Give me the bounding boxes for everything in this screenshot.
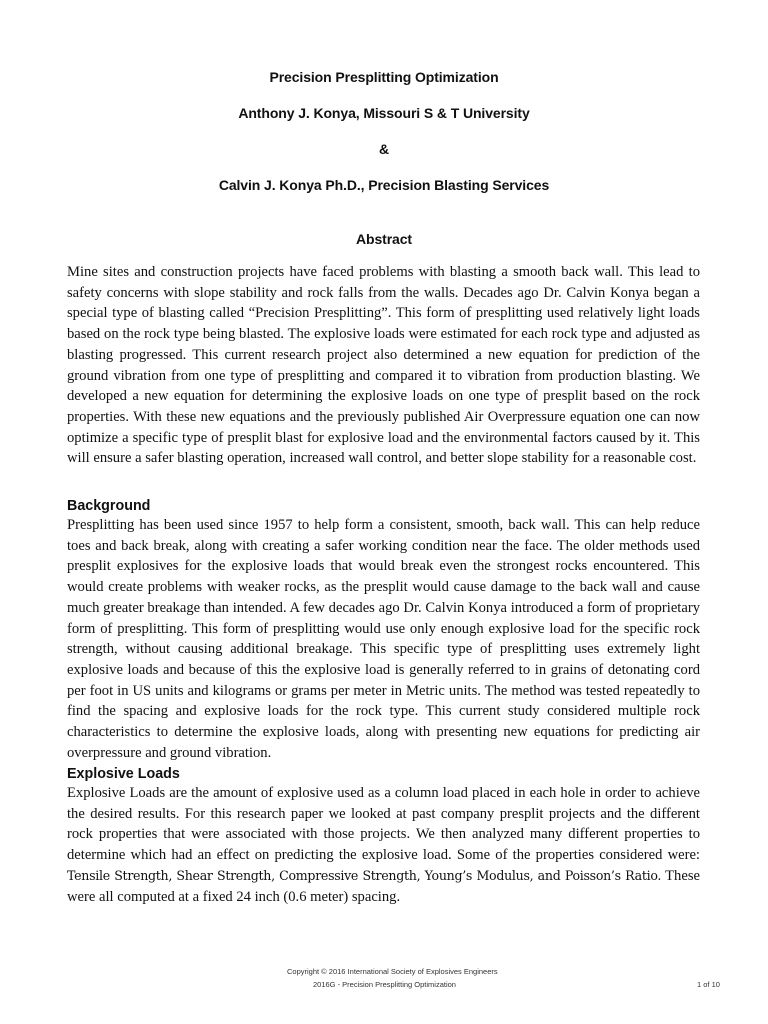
section-heading-explosive-loads: Explosive Loads	[67, 766, 180, 782]
footer-document-reference: 2016G - Precision Presplitting Optimization	[313, 980, 456, 989]
rock-properties-list: Tensile Strength, Shear Strength, Compressive Strength, Young’s Modulus, and Poisson’s Ratio.	[67, 867, 662, 883]
background-paragraph: Presplitting has been used since 1957 to help form a consistent, smooth, back wall. This can help reduce toes and back break, along with creating a safer working condition near the face. The older methods used presplit explosives for the explosive loads that would break even the strongest rocks encountered. This would create problems with weaker rocks, as the presplit would cause damage to the back wall and cause much greater breakage than intended. A few decades ago Dr. Calvin Konya introduced a form of proprietary form of presplitting. This form of presplitting would use only enough explosive load for the specific rock strength, without causing additional breakage. This specific type of presplitting uses extremely light explosive loads and because of this the explosive load is generally referred to in grains of detonating cord per foot in US units and kilograms or grams per meter in Metric units. The method was tested repeatedly to find the spacing and explosive loads for the rock type. This current study considered multiple rock characteristics to determine the explosive loads, along with presenting new equations for predicting air overpressure and ground vibration.	[67, 517, 700, 761]
footer-copyright: Copyright © 2016 International Society of Explosives Engineers	[287, 967, 498, 976]
footer-page-number: 1 of 10	[697, 980, 720, 989]
section-heading-background: Background	[67, 498, 151, 514]
abstract-heading: Abstract	[356, 231, 412, 247]
abstract-paragraph: Mine sites and construction projects have faced problems with blasting a smooth back wall. This lead to safety concerns with slope stability and rock falls from the walls. Decades ago Dr. Calvin Konya began a special type of blasting called “Precision Presplitting”. This form of presplitting used relatively light loads based on the rock type being blasted. The explosive loads were estimated for each rock type and adjusted as blasting progressed. This current research project also determined a new equation for prediction of the ground vibration from one type of presplitting and compared it to vibration from production blasting. We developed a new equation for determining the explosive loads on one type of presplit based on the rock properties. With these new equations and the previously published Air Overpressure equation one can now optimize a specific type of presplit blast for explosive load and the environmental factors caused by it. This will ensure a safer blasting operation, increased wall control, and better slope stability for a reasonable cost.	[67, 264, 700, 467]
author-2: Calvin J. Konya Ph.D., Precision Blasting Services	[218, 177, 550, 193]
paper-title: Precision Presplitting Optimization	[269, 69, 499, 85]
explosive-loads-paragraph	[67, 783, 700, 907]
explosive-loads-text-end: These were all computed at a fixed 24 inch (0.6 meter) spacing.	[67, 867, 700, 905]
author-separator: &	[378, 141, 389, 157]
author-1: Anthony J. Konya, Missouri S & T University	[238, 105, 530, 121]
explosive-loads-text-start: Explosive Loads are the amount of explosive used as a column load placed in each hole in order to achieve the desired results. For this research paper we looked at past company presplit projects and the different rock properties that were associated with those projects. We then analyzed many different properties to determine which had an effect on predicting the explosive load. Some of the properties considered were:	[67, 785, 700, 864]
